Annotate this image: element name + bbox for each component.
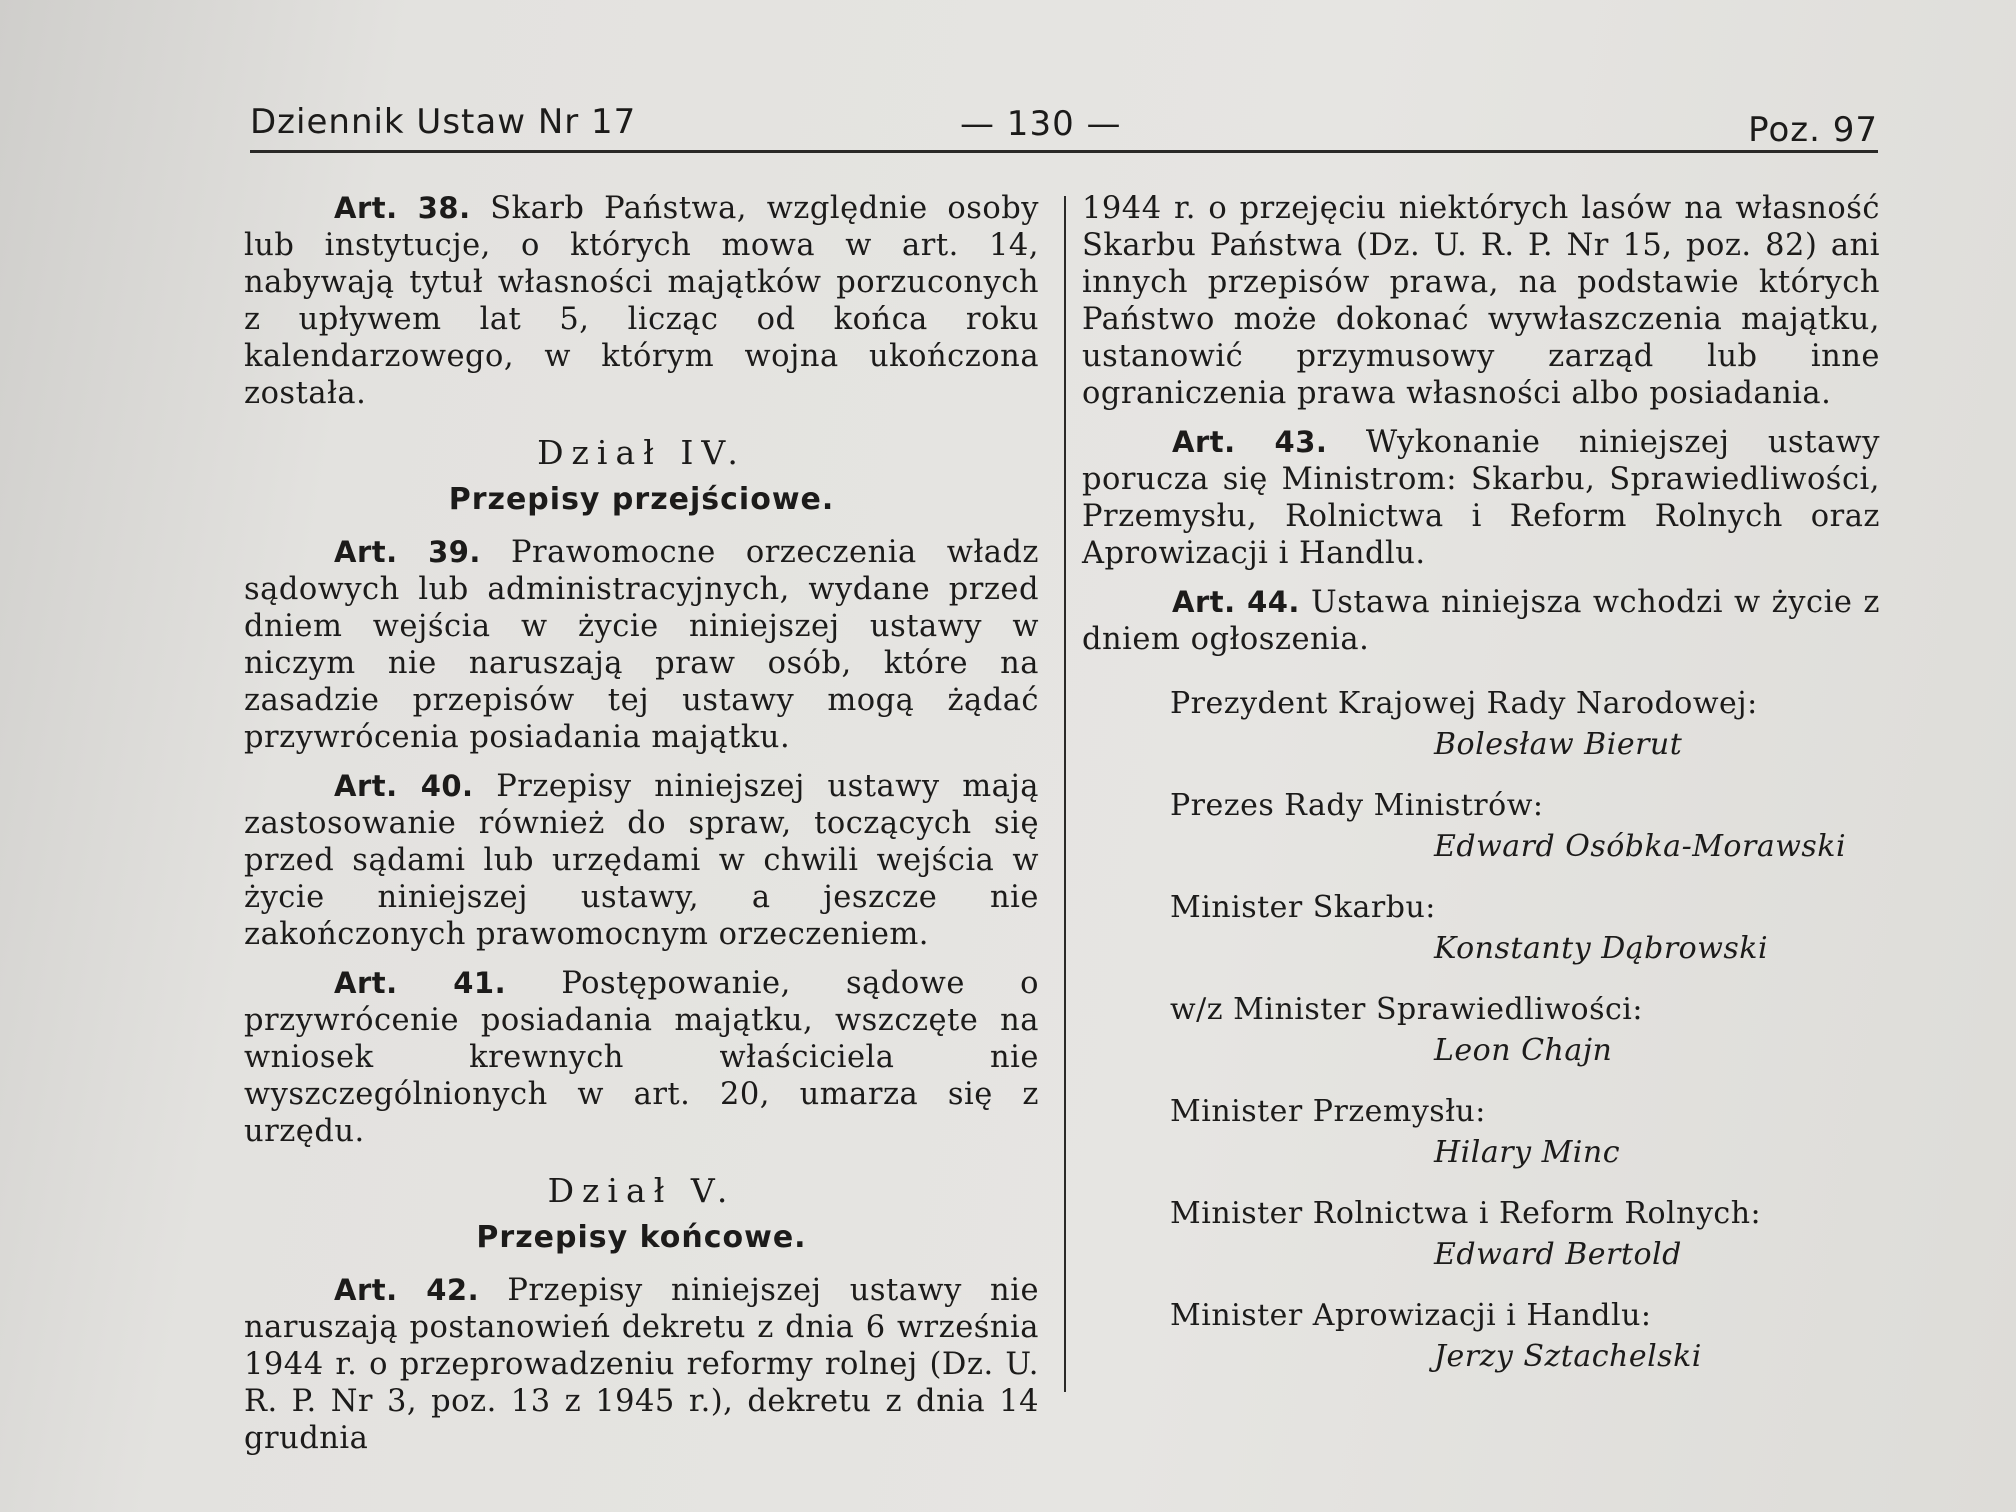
signatory-name: Hilary Minc xyxy=(1434,1135,1620,1170)
article-number: Art. 43. xyxy=(1172,425,1328,459)
article-number: Art. 39. xyxy=(334,535,481,569)
article-39 xyxy=(244,534,1039,756)
article-43 xyxy=(1082,424,1880,572)
signatory-role: w/z Minister Sprawiedliwości: xyxy=(1170,992,1643,1027)
article-44 xyxy=(1082,584,1880,658)
article-number: Art. 42. xyxy=(334,1273,480,1307)
signatory-role: Minister Aprowizacji i Handlu: xyxy=(1170,1298,1652,1333)
article-42-continued: 1944 r. o przejęciu niektórych lasów na własność Skarbu Państwa (Dz. U. R. P. Nr 15, poz. 82) ani innych przepisów prawa, na podstawie których Państwo może dokonać wywłaszczenia majątku, ustanowić przymusowy zarząd lub inne ograniczenia prawa własności albo posiadania. xyxy=(1082,191,1880,411)
left-column xyxy=(244,190,1039,1469)
signatory-role: Minister Przemysłu: xyxy=(1170,1094,1486,1129)
article-38 xyxy=(244,190,1039,412)
page-header xyxy=(250,98,1878,153)
article-42 xyxy=(244,1272,1039,1457)
signatory-role: Minister Rolnictwa i Reform Rolnych: xyxy=(1170,1196,1762,1231)
section-title: Przepisy przejściowe. xyxy=(448,482,835,517)
section-title: Przepisy końcowe. xyxy=(476,1220,807,1255)
section-heading: Dział V. xyxy=(547,1171,736,1210)
signatory-role: Minister Skarbu: xyxy=(1170,890,1436,925)
article-text: Ustawa niniejsza wchodzi w życie z dniem ogłoszenia. xyxy=(1082,585,1880,657)
article-41 xyxy=(244,965,1039,1150)
signatory-name: Jerzy Sztachelski xyxy=(1434,1339,1702,1374)
signatory-name: Edward Osóbka-Morawski xyxy=(1434,829,1847,864)
position-number: Poz. 97 xyxy=(1748,110,1878,150)
page-number: — 130 — xyxy=(960,104,1122,144)
signatory-name: Konstanty Dąbrowski xyxy=(1434,931,1769,966)
signatory-name: Bolesław Bierut xyxy=(1434,727,1683,762)
article-text: Wykonanie niniejszej ustawy porucza się Ministrom: Skarbu, Sprawiedliwości, Przemysłu, Rolnictwa i Reform Rolnych oraz Aprowizacji i Handlu. xyxy=(1082,425,1880,571)
section-heading: Dział IV. xyxy=(537,433,746,472)
signatory-role: Prezydent Krajowej Rady Narodowej: xyxy=(1170,686,1758,721)
signatory-name: Leon Chajn xyxy=(1434,1033,1613,1068)
article-number: Art. 44. xyxy=(1172,585,1300,619)
article-text: Prawomocne orzeczenia władz sądowych lub administracyjnych, wydane przed dniem wejścia w życie niniejszej ustawy w niczym nie naruszają praw osób, które na zasadzie przepisów tej ustawy mogą żądać przywrócenia posiadania majątku. xyxy=(244,535,1039,755)
signatory-role: Prezes Rady Ministrów: xyxy=(1170,788,1544,823)
article-text: Postępowanie, sądowe o przywrócenie posiadania majątku, wszczęte na wniosek krewnych właściciela nie wyszczególnionych w art. 20, umarza się z urzędu. xyxy=(244,966,1039,1149)
article-40 xyxy=(244,768,1039,953)
journal-title: Dziennik Ustaw Nr 17 xyxy=(250,102,637,142)
article-text: Przepisy niniejszej ustawy mają zastosowanie również do spraw, toczących się przed sądami lub urzędami w chwili wejścia w życie niniejszej ustawy, a jeszcze nie zakończonych prawomocnym orzeczeniem. xyxy=(244,769,1039,952)
column-divider xyxy=(1064,196,1066,1392)
article-text: Skarb Państwa, względnie osoby lub instytucje, o których mowa w art. 14, nabywają tytuł własności majątków porzuconych z upływem lat 5, licząc od końca roku kalendarzowego, w którym wojna ukończona została. xyxy=(244,191,1039,411)
article-number: Art. 38. xyxy=(334,191,471,225)
signatures xyxy=(1082,684,1880,1378)
article-text: Przepisy niniejszej ustawy nie naruszają postanowień dekretu z dnia 6 września 1944 r. o przeprowadzeniu reformy rolnej (Dz. U. R. P. Nr 3, poz. 13 z 1945 r.), dekretu z dnia 14 grudnia xyxy=(244,1273,1039,1456)
signatory-name: Edward Bertold xyxy=(1434,1237,1682,1272)
article-number: Art. 40. xyxy=(334,769,474,803)
article-number: Art. 41. xyxy=(334,966,507,1000)
right-column xyxy=(1082,190,1880,1398)
